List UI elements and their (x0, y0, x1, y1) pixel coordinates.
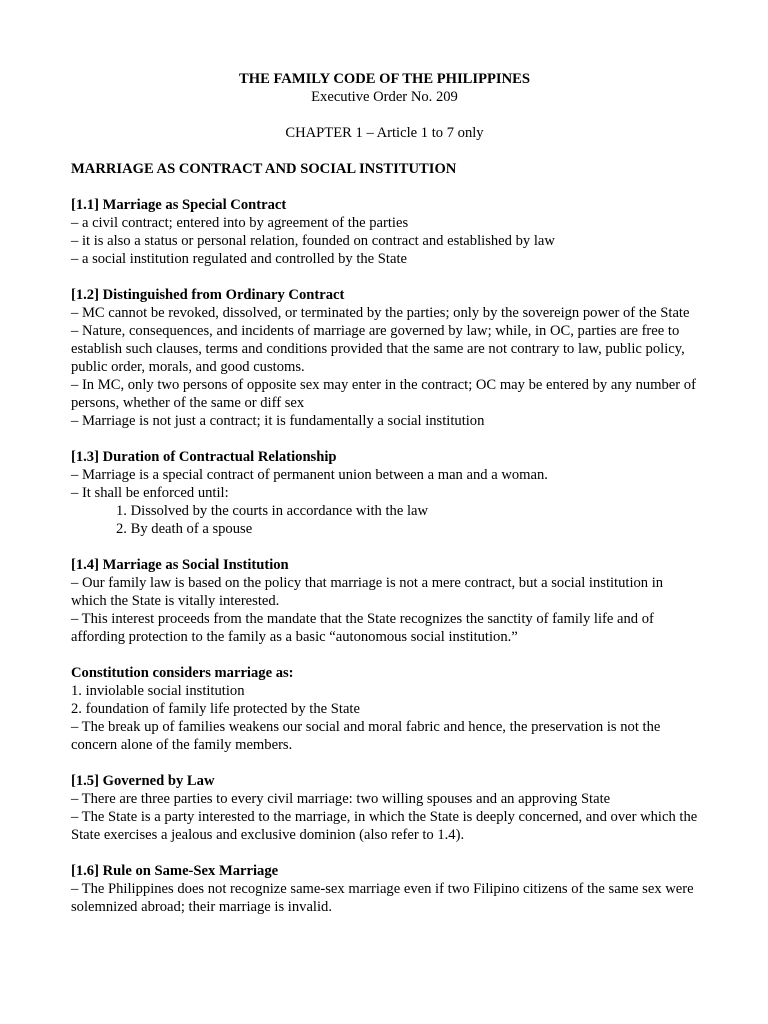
list-item: 1. Dissolved by the courts in accordance with the law (116, 503, 429, 519)
section-line: – The break up of families weakens our social and moral fabric and hence, the preservation is not the concern alone of the family members. (71, 719, 661, 753)
section-line: – MC cannot be revoked, dissolved, or terminated by the parties; only by the sovereign power of the State (71, 305, 690, 321)
section-1-6 (71, 862, 698, 916)
section-line: – Marriage is a special contract of permanent union between a man and a woman. (71, 467, 548, 483)
section-heading: [1.6] Rule on Same-Sex Marriage (71, 863, 279, 879)
section-1-1 (71, 196, 698, 268)
section-line: – a civil contract; entered into by agreement of the parties (71, 215, 409, 231)
list-item: 2. foundation of family life protected by the State (71, 701, 360, 717)
section-line: – In MC, only two persons of opposite sex may enter in the contract; OC may be entered by any number of persons, whether of the same or diff sex (71, 377, 696, 411)
section-line: – a social institution regulated and controlled by the State (71, 251, 407, 267)
list-item: 1. inviolable social institution (71, 683, 245, 699)
section-heading: [1.5] Governed by Law (71, 773, 215, 789)
section-1-2 (71, 286, 698, 430)
section-line: – It shall be enforced until: (71, 485, 229, 501)
section-line: – This interest proceeds from the mandate that the State recognizes the sanctity of family life and of affording protection to the family as a basic “autonomous social institution.” (71, 611, 654, 645)
section-line: – The Philippines does not recognize same-sex marriage even if two Filipino citizens of the same sex were solemnized abroad; their marriage is invalid. (71, 881, 694, 915)
constitution-section (71, 664, 698, 754)
section-line: – There are three parties to every civil marriage: two willing spouses and an approving State (71, 791, 611, 807)
section-1-5 (71, 772, 698, 844)
section-heading: [1.1] Marriage as Special Contract (71, 197, 287, 213)
chapter-heading: CHAPTER 1 – Article 1 to 7 only (285, 125, 484, 141)
section-heading: [1.4] Marriage as Social Institution (71, 557, 289, 573)
section-1-3 (71, 448, 698, 538)
section-heading: Constitution considers marriage as: (71, 665, 294, 681)
document-title: THE FAMILY CODE OF THE PHILIPPINES (239, 71, 530, 87)
section-heading: [1.3] Duration of Contractual Relationship (71, 449, 337, 465)
section-line: – The State is a party interested to the marriage, in which the State is deeply concerned, and over which the State exercises a jealous and exclusive dominion (also refer to 1.4). (71, 809, 698, 843)
section-line: – it is also a status or personal relation, founded on contract and established by law (71, 233, 555, 249)
list-item: 2. By death of a spouse (116, 521, 253, 537)
section-line: – Nature, consequences, and incidents of marriage are governed by law; while, in OC, parties are free to establish such clauses, terms and conditions provided that the same are not contrary to law, public policy, public order, morals, and good customs. (71, 323, 685, 375)
main-heading: MARRIAGE AS CONTRACT AND SOCIAL INSTITUTION (71, 161, 457, 177)
document-subtitle: Executive Order No. 209 (311, 89, 458, 105)
section-line: – Marriage is not just a contract; it is fundamentally a social institution (71, 413, 485, 429)
section-line: – Our family law is based on the policy that marriage is not a mere contract, but a social institution in which the State is vitally interested. (71, 575, 664, 609)
section-1-4 (71, 556, 698, 646)
section-heading: [1.2] Distinguished from Ordinary Contract (71, 287, 345, 303)
